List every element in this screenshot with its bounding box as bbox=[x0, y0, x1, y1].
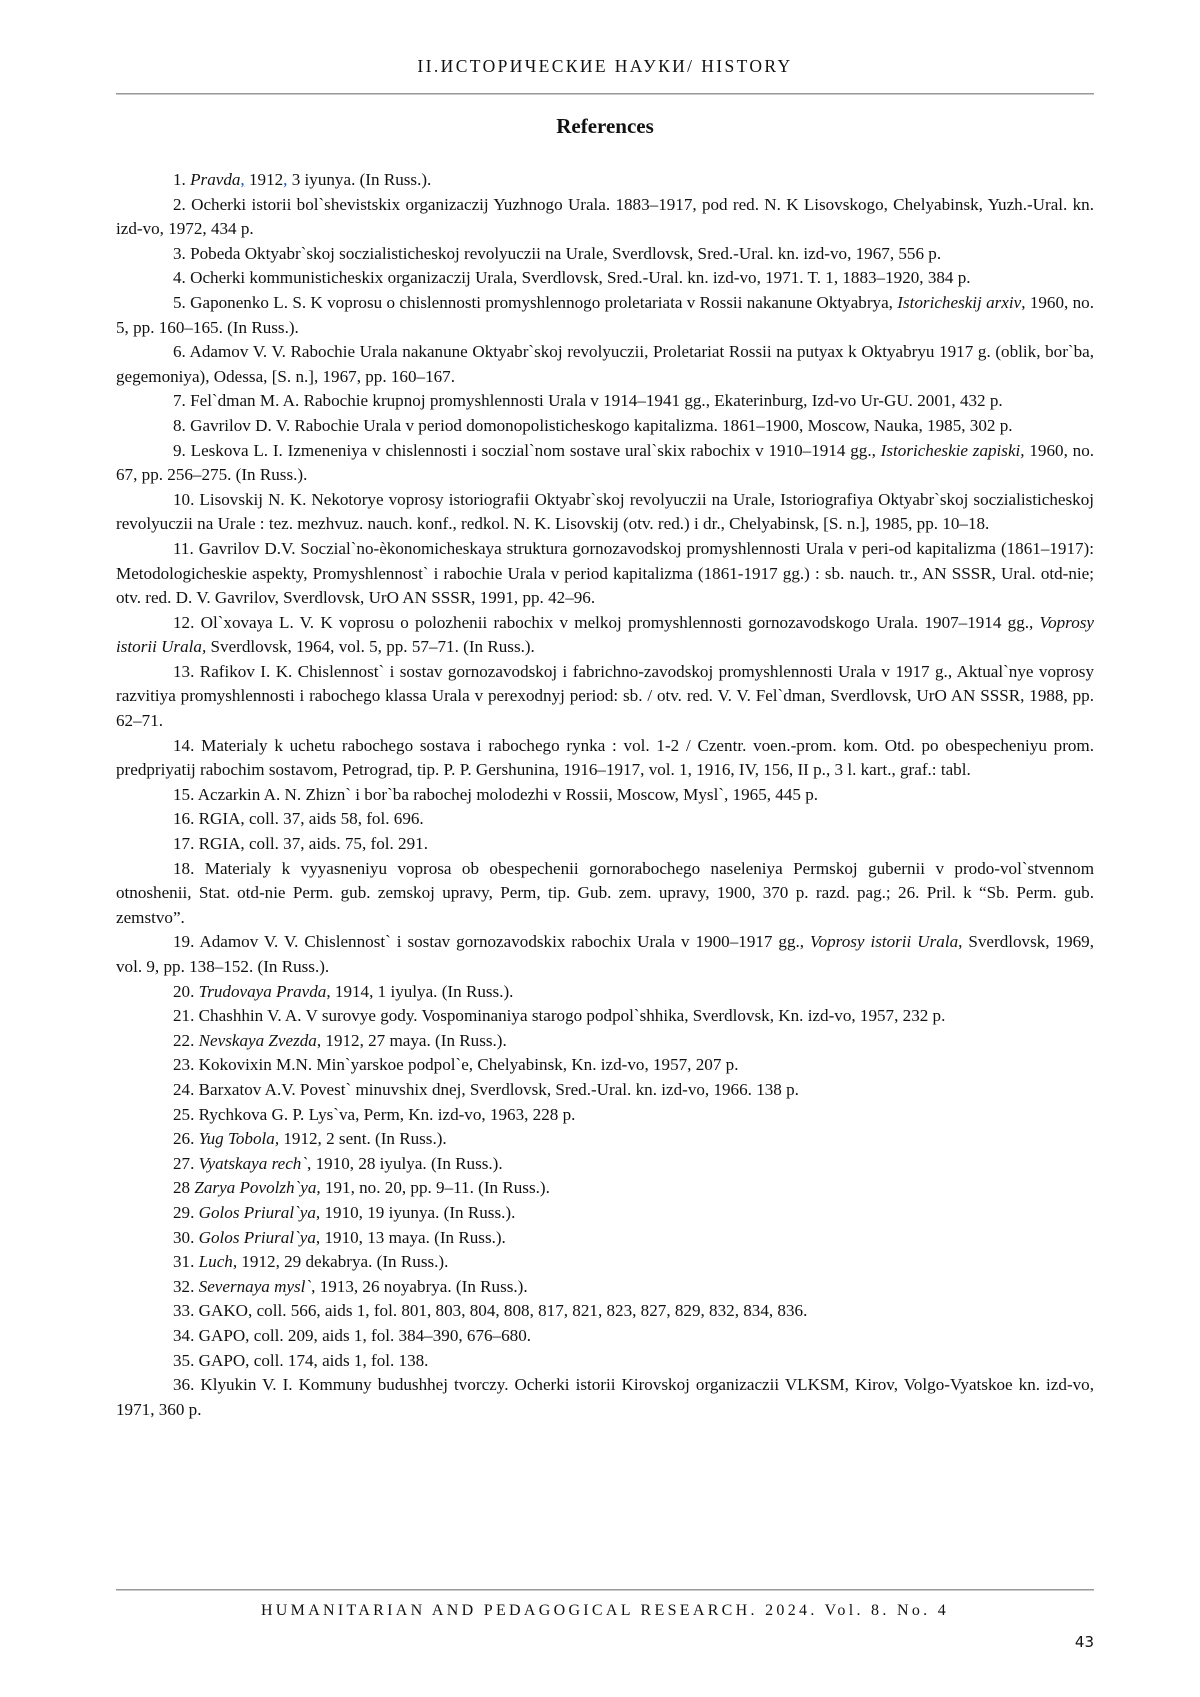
reference-item bbox=[116, 168, 1094, 193]
reference-item bbox=[116, 734, 1094, 783]
reference-item bbox=[116, 1127, 1094, 1152]
reference-text: 2. Ocherki istorii bol`shevistskix organizaczij Yuzhnogo Urala. 1883–1917, pod red. N. K Lisovskogo, Chelyabinsk, Yuzh.-Ural. kn. izd-vo, 1972, 434 p. bbox=[116, 195, 1094, 239]
section-title: References bbox=[116, 114, 1094, 139]
reference-text: , 1910, 28 iyulya. (In Russ.). bbox=[307, 1154, 503, 1173]
reference-text: , 1910, 13 maya. (In Russ.). bbox=[316, 1228, 506, 1247]
reference-text: 4. Ocherki kommunisticheskix organizaczij Urala, Sverdlovsk, Sred.-Ural. kn. izd-vo, 1971. T. 1, 1883–1920, 384 p. bbox=[173, 268, 971, 287]
reference-text: 1960, no. 67, pp. 256–275. (In Russ.). bbox=[116, 441, 1094, 485]
reference-italic-title: Severnaya mysl` bbox=[199, 1277, 312, 1296]
reference-text: Sverdlovsk, 1964, vol. 5, pp. 57–71. (In Russ.). bbox=[206, 637, 535, 656]
reference-item bbox=[116, 414, 1094, 439]
reference-item bbox=[116, 1201, 1094, 1226]
reference-item bbox=[116, 832, 1094, 857]
reference-text: 11. Gavrilov D.V. Soczial`no-èkonomicheskaya struktura gornozavodskoj promyshlennosti Urala v peri-od kapitalizma (1861–1917): Metodologicheskie aspekty, Promyshlennost` i rabochie Urala v period kapitalizma (1861-1917 gg.) : sb. nauch. tr., AN SSSR, Ural. otd-nie; otv. red. D. V. Gavrilov, Sverdlovsk, UrO AN SSSR, 1991, pp. 42–96. bbox=[116, 539, 1094, 607]
reference-item bbox=[116, 1275, 1094, 1300]
reference-text: 12. Ol`xovaya L. V. K voprosu o polozhenii rabochix v melkoj promyshlennosti gornozavodskogo Urala. 1907–1914 gg., bbox=[173, 613, 1040, 632]
reference-item bbox=[116, 857, 1094, 931]
reference-item bbox=[116, 1029, 1094, 1054]
reference-link[interactable]: , bbox=[283, 170, 287, 189]
reference-italic-title: Golos Priural`ya, bbox=[199, 1203, 321, 1222]
reference-text: , 1914, 1 iyulya. (In Russ.). bbox=[326, 982, 513, 1001]
header-divider bbox=[116, 93, 1094, 95]
reference-text: 25. Rychkova G. P. Lys`va, Perm, Kn. izd-vo, 1963, 228 p. bbox=[173, 1105, 575, 1124]
running-header: II.ИСТОРИЧЕСКИЕ НАУКИ/ HISTORY bbox=[116, 56, 1094, 77]
reference-italic-title: Pravda bbox=[190, 170, 240, 189]
reference-item bbox=[116, 1324, 1094, 1349]
reference-link[interactable]: , bbox=[240, 170, 244, 189]
reference-text: 9. Leskova L. I. Izmeneniya v chislennosti i soczial`nom sostave ural`skix rabochix v 1910–1914 gg., bbox=[173, 441, 881, 460]
reference-text: 19. Adamov V. V. Chislennost` i sostav gornozavodskix rabochix Urala v 1900–1917 gg., bbox=[173, 932, 810, 951]
reference-italic-title: Voprosy istorii Urala bbox=[810, 932, 958, 951]
reference-text: 6. Adamov V. V. Rabochie Urala nakanune Oktyabr`skoj revolyuczii, Proletariat Rossii na putyax k Oktyabryu 1917 g. (oblik, bor`ba, gegemoniya), Odessa, [S. n.], 1967, pp. 160–167. bbox=[116, 342, 1094, 386]
reference-text: 5. Gaponenko L. S. K voprosu o chislennosti promyshlennogo proletariata v Rossii nakanune Oktyabrya, bbox=[173, 293, 897, 312]
reference-text: 23. Kokovixin M.N. Min`yarskoe podpol`e, Chelyabinsk, Kn. izd-vo, 1957, 207 p. bbox=[173, 1055, 738, 1074]
reference-text: 10. Lisovskij N. K. Nekotorye voprosy istoriografii Oktyabr`skoj revolyuczii na Urale, Istoriografiya Oktyabr`skoj soczialisticheskoj revolyuczii na Urale : tez. mezhvuz. nauch. konf., redkol. N. K. Lisovskij (otv. red.) i dr., Chelyabinsk, [S. n.], 1985, pp. 10–18. bbox=[116, 490, 1094, 534]
reference-text: 20. bbox=[173, 982, 199, 1001]
reference-text: , 1912, 27 maya. (In Russ.). bbox=[317, 1031, 507, 1050]
reference-italic-title: Yug Tobola, bbox=[199, 1129, 279, 1148]
reference-item bbox=[116, 1053, 1094, 1078]
reference-item bbox=[116, 439, 1094, 488]
reference-item bbox=[116, 193, 1094, 242]
reference-italic-title: Vyatskaya rech` bbox=[199, 1154, 307, 1173]
reference-item bbox=[116, 488, 1094, 537]
reference-text: 27. bbox=[173, 1154, 199, 1173]
reference-item bbox=[116, 291, 1094, 340]
reference-text: 15. Aczarkin A. N. Zhizn` i bor`ba rabochej molodezhi v Rossii, Moscow, Mysl`, 1965, 445 p. bbox=[173, 785, 818, 804]
reference-text: , 1960, no. 5, pp. 160–165. (In Russ.). bbox=[116, 293, 1094, 337]
reference-item bbox=[116, 1226, 1094, 1251]
reference-item bbox=[116, 1299, 1094, 1324]
reference-text: 22. bbox=[173, 1031, 199, 1050]
reference-italic-title: Luch bbox=[199, 1252, 233, 1271]
reference-item bbox=[116, 537, 1094, 611]
reference-text: 7. Fel`dman M. A. Rabochie krupnoj promyshlennosti Urala v 1914–1941 gg., Ekaterinburg, Izd-vo Ur-GU. 2001, 432 p. bbox=[173, 391, 1003, 410]
reference-item bbox=[116, 389, 1094, 414]
reference-item bbox=[116, 783, 1094, 808]
reference-item bbox=[116, 980, 1094, 1005]
reference-text: 28 bbox=[173, 1178, 194, 1197]
reference-italic-title: Istoricheskie zapiski, bbox=[881, 441, 1025, 460]
reference-italic-title: Voprosy istorii Urala, bbox=[116, 613, 1094, 657]
reference-text: 26. bbox=[173, 1129, 199, 1148]
reference-item bbox=[116, 340, 1094, 389]
reference-text: 24. Barxatov A.V. Povest` minuvshix dnej, Sverdlovsk, Sred.-Ural. kn. izd-vo, 1966. 138 p. bbox=[173, 1080, 799, 1099]
reference-text: , Sverdlovsk, 1969, vol. 9, pp. 138–152. (In Russ.). bbox=[116, 932, 1094, 976]
reference-text: 17. RGIA, coll. 37, aids. 75, fol. 291. bbox=[173, 834, 428, 853]
reference-italic-title: Golos Priural`ya bbox=[199, 1228, 316, 1247]
reference-text: 32. bbox=[173, 1277, 199, 1296]
reference-text: 14. Materialy k uchetu rabochego sostava i rabochego rynka : vol. 1-2 / Czentr. voen.-prom. kom. Otd. po obespecheniyu prom. predpriyatij rabochim sostavom, Petrograd, tip. P. P. Gershunina, 1916–1917, vol. 1, 1916, IV, 156, II p., 3 l. kart., graf.: tabl. bbox=[116, 736, 1094, 780]
reference-italic-title: Trudovaya Pravda bbox=[199, 982, 327, 1001]
reference-text: , 1912, 29 dekabrya. (In Russ.). bbox=[233, 1252, 449, 1271]
reference-text: 191, no. 20, pp. 9–11. (In Russ.). bbox=[321, 1178, 550, 1197]
reference-item bbox=[116, 1152, 1094, 1177]
reference-italic-title: Nevskaya Zvezda bbox=[199, 1031, 317, 1050]
reference-item bbox=[116, 807, 1094, 832]
reference-text: 1910, 19 iyunya. (In Russ.). bbox=[320, 1203, 515, 1222]
reference-text: 33. GAKO, coll. 566, aids 1, fol. 801, 803, 804, 808, 817, 821, 823, 827, 829, 832, 834, 836. bbox=[173, 1301, 807, 1320]
reference-item bbox=[116, 611, 1094, 660]
reference-item bbox=[116, 1176, 1094, 1201]
reference-text: 18. Materialy k vyyasneniyu voprosa ob obespechenii gornorabochego naseleniya Permskoj gubernii v prodo-vol`stvennom otnoshenii, Stat. otd-nie Perm. gub. zemskoj upravy, Perm, tip. Gub. zem. upravy, 1900, 370 p. razd. pag.; 26. Pril. k “Sb. Perm. gub. zemstvo”. bbox=[116, 859, 1094, 927]
reference-item bbox=[116, 660, 1094, 734]
journal-footer: HUMANITARIAN AND PEDAGOGICAL RESEARCH. 2024. Vol. 8. No. 4 bbox=[116, 1602, 1094, 1620]
reference-text: 31. bbox=[173, 1252, 199, 1271]
reference-item bbox=[116, 930, 1094, 979]
reference-text: 34. GAPO, coll. 209, aids 1, fol. 384–390, 676–680. bbox=[173, 1326, 531, 1345]
reference-text: 3 iyunya. (In Russ.). bbox=[287, 170, 431, 189]
reference-item bbox=[116, 266, 1094, 291]
reference-text: 1912, 2 sent. (In Russ.). bbox=[279, 1129, 447, 1148]
reference-text: 30. bbox=[173, 1228, 199, 1247]
reference-text: 16. RGIA, coll. 37, aids 58, fol. 696. bbox=[173, 809, 424, 828]
reference-text: , 1913, 26 noyabrya. (In Russ.). bbox=[311, 1277, 528, 1296]
reference-item bbox=[116, 1250, 1094, 1275]
reference-text: 8. Gavrilov D. V. Rabochie Urala v period domonopolisticheskogo kapitalizma. 1861–1900, Moscow, Nauka, 1985, 302 p. bbox=[173, 416, 1013, 435]
page-number: 43 bbox=[1075, 1633, 1094, 1651]
reference-text: 13. Rafikov I. K. Chislennost` i sostav gornozavodskoj i fabrichno-zavodskoj promyshlennosti Urala v 1917 g., Aktual`nye voprosy razvitiya promyshlennosti i rabochego klassa Urala v perexodnyj period: sb. / otv. red. V. V. Fel`dman, Sverdlovsk, UrO AN SSSR, 1988, pp. 62–71. bbox=[116, 662, 1094, 730]
reference-item bbox=[116, 1349, 1094, 1374]
reference-text: 36. Klyukin V. I. Kommuny budushhej tvorczy. Ocherki istorii Kirovskoj organizaczii VLKSM, Kirov, Volgo-Vyatskoe kn. izd-vo, 1971, 360 p. bbox=[116, 1375, 1094, 1419]
reference-italic-title: Zarya Povolzh`ya, bbox=[194, 1178, 320, 1197]
reference-item bbox=[116, 242, 1094, 267]
reference-text: 35. GAPO, coll. 174, aids 1, fol. 138. bbox=[173, 1351, 428, 1370]
reference-text: 1. bbox=[173, 170, 190, 189]
reference-item bbox=[116, 1373, 1094, 1422]
reference-text: 21. Chashhin V. A. V surovye gody. Vospominaniya starogo podpol`shhika, Sverdlovsk, Kn. izd-vo, 1957, 232 p. bbox=[173, 1006, 945, 1025]
reference-italic-title: Istoricheskij arxiv bbox=[897, 293, 1021, 312]
reference-text: 1912 bbox=[245, 170, 283, 189]
reference-text: 29. bbox=[173, 1203, 199, 1222]
reference-item bbox=[116, 1004, 1094, 1029]
reference-text: 3. Pobeda Oktyabr`skoj soczialisticheskoj revolyuczii na Urale, Sverdlovsk, Sred.-Ural. kn. izd-vo, 1967, 556 p. bbox=[173, 244, 941, 263]
references-list bbox=[116, 168, 1094, 1422]
reference-item bbox=[116, 1103, 1094, 1128]
reference-item bbox=[116, 1078, 1094, 1103]
footer-divider bbox=[116, 1589, 1094, 1591]
